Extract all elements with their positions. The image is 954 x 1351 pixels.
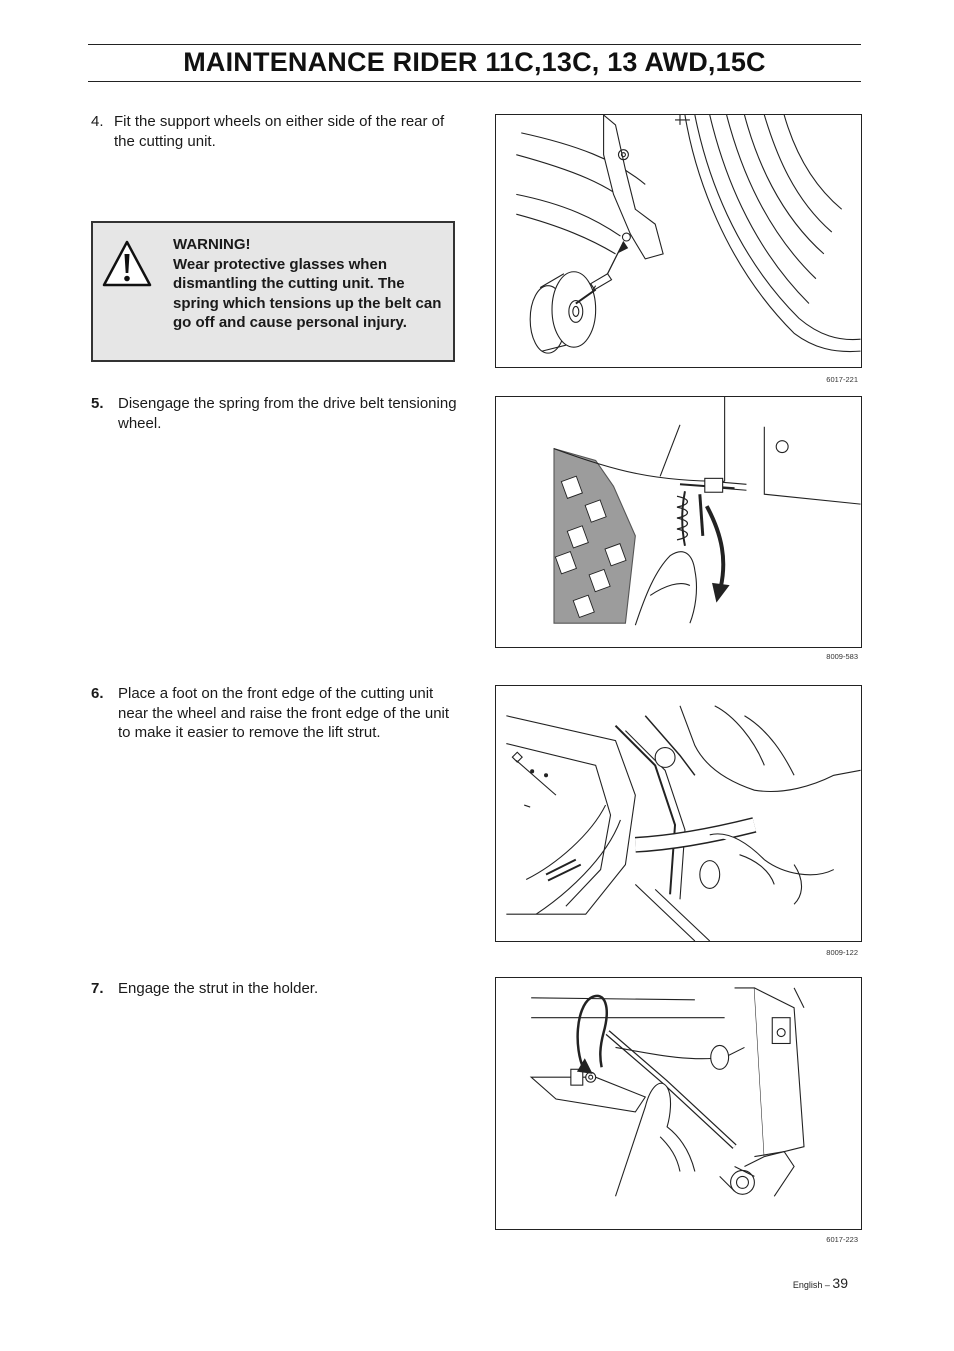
header-rule-top [88, 44, 861, 45]
figure-code: 6017-221 [826, 375, 858, 384]
footer-language: English – [792, 1280, 830, 1290]
step-4 [91, 112, 461, 151]
header-rule-bottom [88, 81, 861, 82]
strut-holder-illustration [496, 978, 861, 1229]
figure-spring-tensioning-wheel [495, 396, 862, 648]
figure-code: 8009-583 [826, 652, 858, 661]
step-text: Place a foot on the front edge of the cutting unit near the wheel and raise the front edge of the unit to make it easier to remove the lift strut. [118, 685, 450, 741]
figure-strut-holder [495, 977, 862, 1230]
figure-lift-strut [495, 685, 862, 942]
step-number: 7. [91, 980, 104, 997]
step-text: Engage the strut in the holder. [118, 980, 319, 997]
step-6 [91, 684, 461, 743]
figure-code: 8009-122 [826, 948, 858, 957]
step-number: 6. [91, 685, 104, 702]
figure-support-wheel [495, 114, 862, 368]
support-wheel-illustration [496, 115, 861, 367]
step-7 [91, 979, 461, 999]
warning-box [91, 221, 455, 362]
warning-body: Wear protective glasses when dismantling the cutting unit. The spring which tensions up the belt can go off and cause personal injury. [173, 255, 442, 331]
step-text: Fit the support wheels on either side of the rear of the cutting unit. [114, 113, 445, 150]
step-5 [91, 394, 461, 433]
step-number: 5. [91, 395, 104, 412]
spring-tensioning-illustration [496, 397, 861, 647]
page-footer [793, 1275, 848, 1291]
lift-strut-illustration [496, 686, 861, 941]
figure-code: 6017-223 [826, 1235, 858, 1244]
step-text: Disengage the spring from the drive belt tensioning wheel. [118, 395, 457, 432]
warning-heading: WARNING! [173, 236, 251, 253]
warning-text [173, 235, 443, 333]
warning-triangle-icon [101, 239, 153, 289]
page-title: MAINTENANCE RIDER 11C,13C, 13 AWD,15C [183, 47, 766, 77]
page-number: 39 [832, 1275, 848, 1291]
step-number: 4. [91, 113, 104, 130]
